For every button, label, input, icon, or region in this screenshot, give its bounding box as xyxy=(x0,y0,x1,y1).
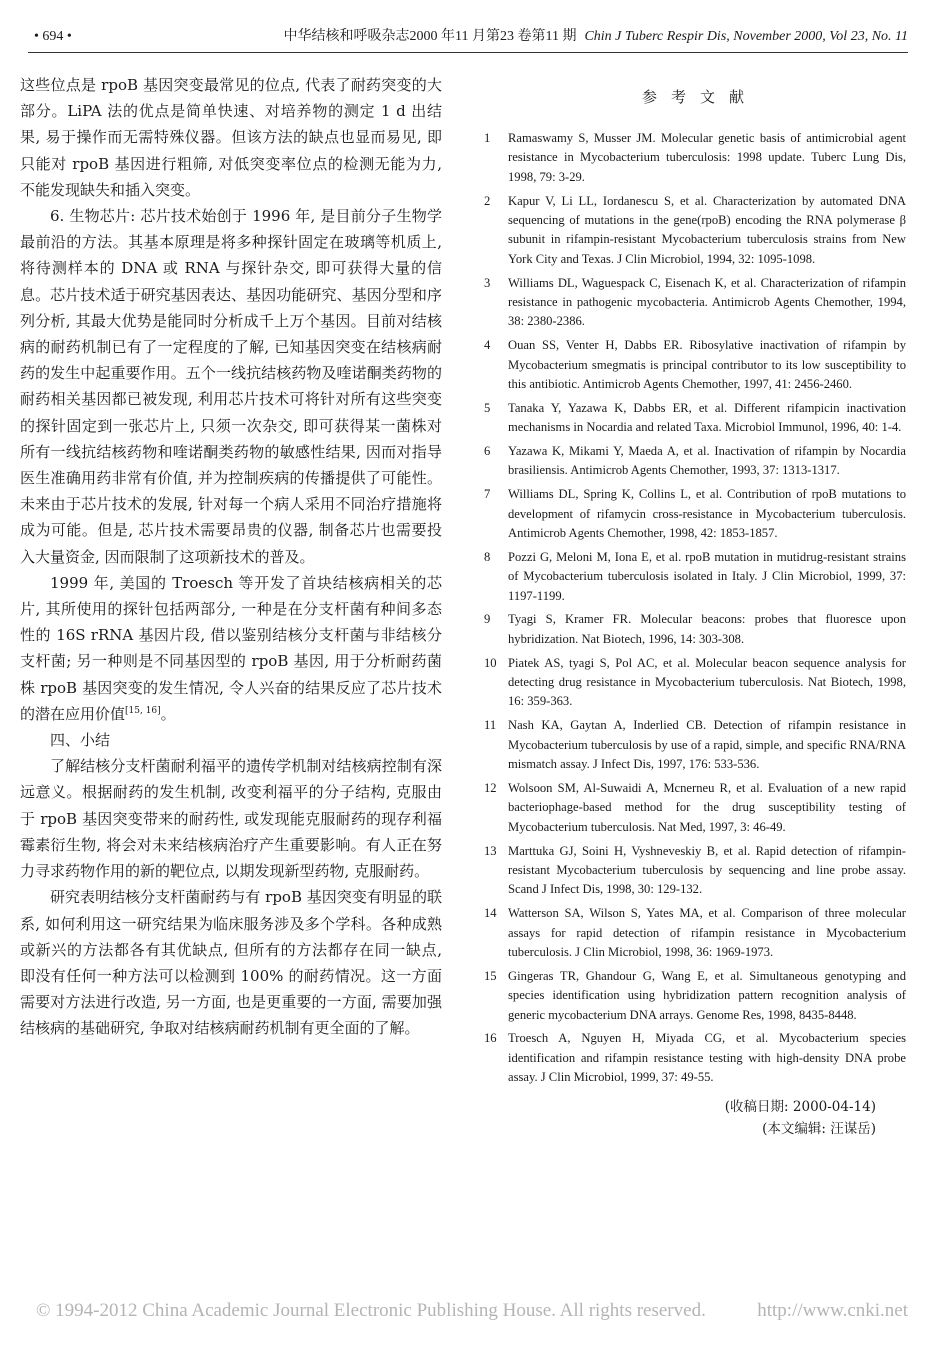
body-text-column xyxy=(20,72,442,1042)
references-column xyxy=(480,86,906,1140)
reference-item xyxy=(480,1029,906,1087)
paragraph xyxy=(20,570,442,727)
reference-number: 11 xyxy=(484,718,497,733)
reference-text: Yazawa K, Mikami Y, Maeda A, et al. Inactivation of rifampin by Nocardia brasiliensis. Antimicrob Agents Chemother, 1993, 37: 1313-1317. xyxy=(508,444,906,478)
reference-item xyxy=(480,610,906,649)
reference-text: Nash KA, Gaytan A, Inderlied CB. Detection of rifampin resistance in Mycobacterium tuberculosis by use of a rapid, simple, and specific RNA/RNA mismatch assay. J Infect Dis, 1997, 176: 533-536. xyxy=(508,718,906,772)
reference-item xyxy=(480,654,906,712)
reference-number: 15 xyxy=(484,968,497,983)
reference-text: Kapur V, Li LL, Iordanescu S, et al. Characterization by automated DNA sequencing of mutations in the gene(rpoB) encoding the RNA polymerase β subunit in rifampin-resistant Mycobacterium tuberculosis strains from New York City and Texas. J Clin Microbiol, 1994, 32: 1095-1098. xyxy=(508,193,906,266)
reference-text: Piatek AS, tyagi S, Pol AC, et al. Molecular beacon sequence analysis for detecting drug resistance in Mycobacterium tuberculosis. Nat Biotech, 1998, 16: 359-363. xyxy=(508,655,906,709)
reference-list xyxy=(480,129,906,1088)
reference-text: Wolsoon SM, Al-Suwaidi A, Mcnerneu R, et al. Evaluation of a new rapid bacteriophage-based method for the drug susceptibility testing of Mycobacterium tuberculosis. Nat Med, 1997, 3: 46-49. xyxy=(508,780,906,834)
reference-item xyxy=(480,274,906,332)
journal-title-en: Chin J Tuberc Respir Dis, November 2000, Vol 23, No. 11 xyxy=(584,29,908,44)
citation[interactable]: [15, 16] xyxy=(125,705,161,716)
reference-text: Ramaswamy S, Musser JM. Molecular genetic basis of antimicrobial agent resistance in Mycobacterium tuberculosis: 1998 update. Tuberc Lung Dis, 1998, 79: 3-29. xyxy=(508,131,906,184)
reference-number: 14 xyxy=(484,906,497,921)
reference-text: Tyagi S, Kramer FR. Molecular beacons: probes that fluoresce upon hybridization. Nat Biotech, 1996, 14: 303-308. xyxy=(508,612,906,646)
reference-number: 7 xyxy=(484,487,491,502)
reference-text: Williams DL, Waguespack C, Eisenach K, et al. Characterization of rifampin resistance in pathogenic mycobacteria. Antimicrob Agents Chemother, 1994, 38: 2380-2386. xyxy=(508,275,906,329)
reference-text: Tanaka Y, Yazawa K, Dabbs ER, et al. Different rifampicin inactivation mechanisms in Nocardia and related Taxa. Microbiol Immunol, 1996, 40: 1-4. xyxy=(508,400,906,435)
reference-number: 9 xyxy=(484,612,491,627)
paragraph-end: 。 xyxy=(160,704,176,723)
received-date: (收稿日期: 2000-04-14) xyxy=(724,1098,876,1115)
reference-item xyxy=(480,192,906,270)
reference-item xyxy=(480,485,906,543)
paragraph-text: 1999 年, 美国的 Troesch 等开发了首块结核病相关的芯片, 其所使用的探针包括两部分, 一种是在分支杆菌有种间多态性的 16S rRNA 基因片段, 借以鉴别结核分支杆菌与非结核分支杆菌; 另一种则是不同基因型的 rpoB 基因, 用于分析耐药菌株 rpoB 基因突变的发生情况, 令人兴奋的结果反应了芯片技术的潜在应用价值 xyxy=(20,573,442,723)
reference-text: Watterson SA, Wilson S, Yates MA, et al. Comparison of three molecular assays for rapid detection of rifampin resistance in Mycobacterium tuberculosis. J Clin Microbiol, 1998, 36: 1969-1973. xyxy=(508,906,906,959)
references-title: 参考文献 xyxy=(641,88,758,106)
reference-text: Troesch A, Nguyen H, Miyada CG, et al. Mycobacterium species identification and rifampin resistance testing with high-density DNA probe assay. J Clin Microbiol, 1999, 37: 49-55. xyxy=(508,1031,906,1085)
reference-number: 8 xyxy=(484,549,491,564)
cnki-link[interactable]: http://www.cnki.net xyxy=(757,1300,908,1321)
reference-item xyxy=(480,548,906,606)
reference-number: 3 xyxy=(484,275,491,290)
reference-number: 2 xyxy=(484,193,491,208)
journal-title-cn: 中华结核和呼吸杂志2000 年11 月第23 卷第11 期 xyxy=(283,29,577,44)
reference-text: Ouan SS, Venter H, Dabbs ER. Ribosylative inactivation of rifampin by Mycobacterium smegmatis is principal contributor to its low susceptibility to this antibiotic. Antimicrob Agents Chemother, 1997, 41: 2456-2460. xyxy=(508,338,906,392)
reference-text: Pozzi G, Meloni M, Iona E, et al. rpoB mutation in mutidrug-resistant strains of Mycobacterium tuberculosis isolated in Italy. J Clin Microbiol, 1999, 37: 1197-1199. xyxy=(508,549,906,603)
editor-note: (本文编辑: 汪谋岳) xyxy=(762,1120,876,1137)
journal-info xyxy=(283,28,908,46)
reference-item xyxy=(480,779,906,837)
article-meta xyxy=(480,1096,906,1140)
reference-number: 1 xyxy=(484,131,491,145)
reference-number: 4 xyxy=(484,338,491,353)
reference-number: 10 xyxy=(484,655,497,670)
reference-number: 12 xyxy=(484,780,497,795)
reference-item xyxy=(480,967,906,1025)
reference-item xyxy=(480,716,906,774)
reference-item xyxy=(480,399,906,438)
reference-text: Gingeras TR, Ghandour G, Wang E, et al. Simultaneous genotyping and species identification using hybridization pattern recognition analysis of generic mycobacterium DNA arrays. Genome Res, 1998, 8435-8448. xyxy=(508,968,906,1022)
paragraph: 这些位点是 rpoB 基因突变最常见的位点, 代表了耐药突变的大部分。LiPA 法的优点是简单快速、对培养物的测定 1 d 出结果, 易于操作而无需特殊仪器。但该方法的缺点也显而易见, 即只能对 rpoB 基因进行粗筛, 对低突变率位点的检测无能为力, 不能发现缺失和插入突变。 xyxy=(20,76,442,199)
page-number: • 694 • xyxy=(34,29,72,44)
reference-item xyxy=(480,442,906,481)
reference-text: Marttuka GJ, Soini H, Vyshneveskiy B, et al. Rapid detection of rifampin-resistant Mycobacterium tuberculosis by sequencing and line probe assay. Scand J Infect Dis, 1998, 30: 129-132. xyxy=(508,843,906,897)
paragraph: 了解结核分支杆菌耐利福平的遗传学机制对结核病控制有深远意义。根据耐药的发生机制, 改变利福平的分子结构, 克服由于 rpoB 基因突变带来的耐药性, 或发现能克服耐药的现存利福霉素衍生物, 将会对未来结核病治疗产生重要影响。有人正在努力寻求药物作用的新的靶位点, 以期发现新型药物, 克服耐药。 xyxy=(20,757,442,881)
copyright-footer xyxy=(36,1300,908,1322)
reference-number: 13 xyxy=(484,843,497,858)
reference-item xyxy=(480,842,906,900)
reference-number: 6 xyxy=(484,444,491,459)
page-header xyxy=(28,28,908,53)
reference-number: 5 xyxy=(484,400,491,415)
copyright-text: © 1994-2012 China Academic Journal Electronic Publishing House. All rights reserved. xyxy=(36,1300,706,1321)
section-heading: 四、小结 xyxy=(50,731,111,750)
reference-number: 16 xyxy=(484,1031,497,1046)
paragraph: 研究表明结核分支杆菌耐药与有 rpoB 基因突变有明显的联系, 如何利用这一研究结果为临床服务涉及多个学科。各种成熟或新兴的方法都各有其优缺点, 但所有的方法都存在同一缺点, 即没有任何一种方法可以检测到 100% 的耐药情况。这一方面需要对方法进行改造, 另一方面, 也是更重要的一方面, 需要加强结核病的基础研究, 争取对结核病耐药机制有更全面的了解。 xyxy=(20,888,442,1038)
reference-item xyxy=(480,336,906,394)
reference-item xyxy=(480,129,906,187)
reference-text: Williams DL, Spring K, Collins L, et al. Contribution of rpoB mutations to development of rifamycin cross-resistance in Mycobacterium tuberculosis. Antimicrob Agents Chemother, 1998, 42: 1853-1857. xyxy=(508,487,906,541)
paragraph: 6. 生物芯片: 芯片技术始创于 1996 年, 是目前分子生物学最前沿的方法。其基本原理是将多种探针固定在玻璃等机质上, 将待测样本的 DNA 或 RNA 与探针杂交, 即可获得大量的信息。芯片技术适于研究基因表达、基因功能研究、基因分型和序列分析, 其最大优势是能同时分析成千上万个基因。目前对结核病的耐药机制已有了一定程度的了解, 已知基因突变在结核病耐药的发生中起重要作用。五个一线抗结核药物及喹诺酮类药物的耐药相关基因都已被发现, 利用芯片技术可将针对所有这些突变的探针固定到一张芯片上, 只须一次杂交, 即可获得某一菌株对所有一线抗结核药物和喹诺酮类药物的敏感性结果, 因而对指导医生准确用药非常有价值, 并为控制疾病的传播提供了可能性。未来由于芯片技术的发展, 针对每一个病人采用不同治疗措施将成为可能。但是, 芯片技术需要昂贵的仪器, 制备芯片也需要投入大量资金, 因而限制了这项新技术的普及。 xyxy=(20,207,442,566)
reference-item xyxy=(480,904,906,962)
